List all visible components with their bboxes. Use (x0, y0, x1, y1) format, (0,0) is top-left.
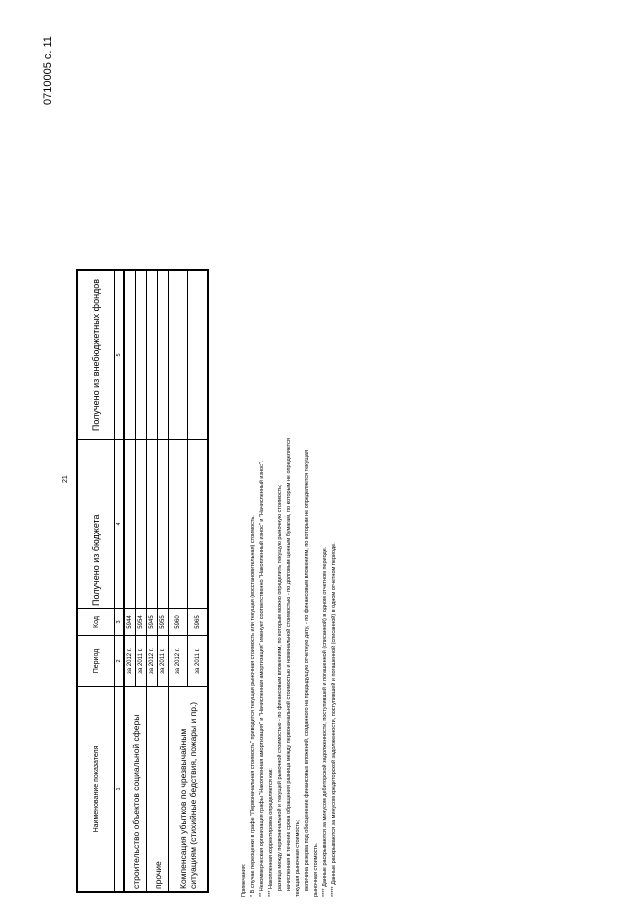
row-code: 5944 (124, 609, 136, 636)
header-funds: Получено из внебюджетных фондов (77, 270, 115, 440)
row-funds (147, 270, 158, 440)
header-code: Код (77, 609, 115, 636)
col-number: 1 (115, 687, 125, 893)
row-name: Компенсация убытков по чрезвычайным ситуациям (стихийные бедствия, пожары и пр.) (169, 687, 209, 893)
row-period: за 2011 г. (188, 636, 208, 687)
row-funds (158, 270, 169, 440)
notes-block (240, 37, 339, 897)
row-funds (124, 270, 136, 440)
col-number: 4 (115, 440, 125, 609)
row-funds (169, 270, 188, 440)
note-line: текущая рыночная стоимость; (295, 819, 301, 897)
row-period: за 2011 г. (136, 636, 147, 687)
row-code: 5954 (136, 609, 147, 636)
row-budget (124, 440, 136, 609)
row-funds (188, 270, 208, 440)
row-code: 5955 (158, 609, 169, 636)
note-line: рыночная стоимость. (313, 842, 319, 897)
note-line: разница между первоначальной и текущей рыночной стоимостью - по финансовым вложениям, по которым можно определить текущую рыночную стоимость; (277, 484, 283, 891)
row-code: 5965 (188, 609, 208, 636)
note-line: *** Накопленная корректировка определяется как: (268, 768, 274, 897)
note-line: ** Некоммерческая организация графы "Накопленная амортизация" и "Начисленная амортизация" именует соответственно "Накопленный износ" и "Начисленный износ". (259, 460, 265, 897)
row-budget (188, 440, 208, 609)
note-line: величина резерва под обесценение финансовых вложений, созданного на предыдущую отчетную дату, - по финансовым вложениям, по которым не определяется текущая (304, 450, 310, 891)
row-period: за 2012 г. (124, 636, 136, 687)
row-budget (169, 440, 188, 609)
row-period: за 2012 г. (169, 636, 188, 687)
header-budget: Получено из бюджета (77, 440, 115, 609)
row-budget (147, 440, 158, 609)
table-row (124, 270, 136, 892)
header-period: Период (77, 636, 115, 687)
note-line: ***** Данные раскрываются за минусом кредиторской задолженности, поступившей и погашенной (списанной) в одном отчетном периоде. (331, 542, 337, 897)
column-numbers-row (115, 270, 125, 892)
note-line: **** Данные раскрываются за минусом дебиторской задолженности, поступившей и погашенной (списанной) в одном отчетном периоде. (322, 546, 328, 897)
table-row (147, 270, 158, 892)
page-number: 21 (62, 475, 69, 483)
row-period: за 2011 г. (158, 636, 169, 687)
row-budget (158, 440, 169, 609)
col-number: 5 (115, 270, 125, 440)
col-number: 2 (115, 636, 125, 687)
note-line: * В случае переоценки в графе "Первоначальная стоимость" приводится текущая рыночная стоимость или текущая (восстановительная) стоимость. (250, 515, 256, 897)
notes-heading: Примечания: (241, 863, 247, 897)
row-code: 5945 (147, 609, 158, 636)
row-budget (136, 440, 147, 609)
row-period: за 2012 г. (147, 636, 158, 687)
row-name: строительство объектов социальной сферы (124, 687, 147, 893)
row-funds (136, 270, 147, 440)
row-name: прочие (147, 687, 169, 893)
document-code: 0710005 с. 11 (42, 36, 54, 105)
row-code: 5960 (169, 609, 188, 636)
table-row (169, 270, 188, 892)
data-table (76, 269, 209, 893)
note-line: начисленная в течение срока обращения разница между первоначальной стоимостью и номинальной стоимостью - по долговым ценным бумагам, по которым не определяется (286, 438, 292, 891)
header-name: Наименование показателя (77, 687, 115, 893)
header-row (77, 270, 115, 892)
col-number: 3 (115, 609, 125, 636)
